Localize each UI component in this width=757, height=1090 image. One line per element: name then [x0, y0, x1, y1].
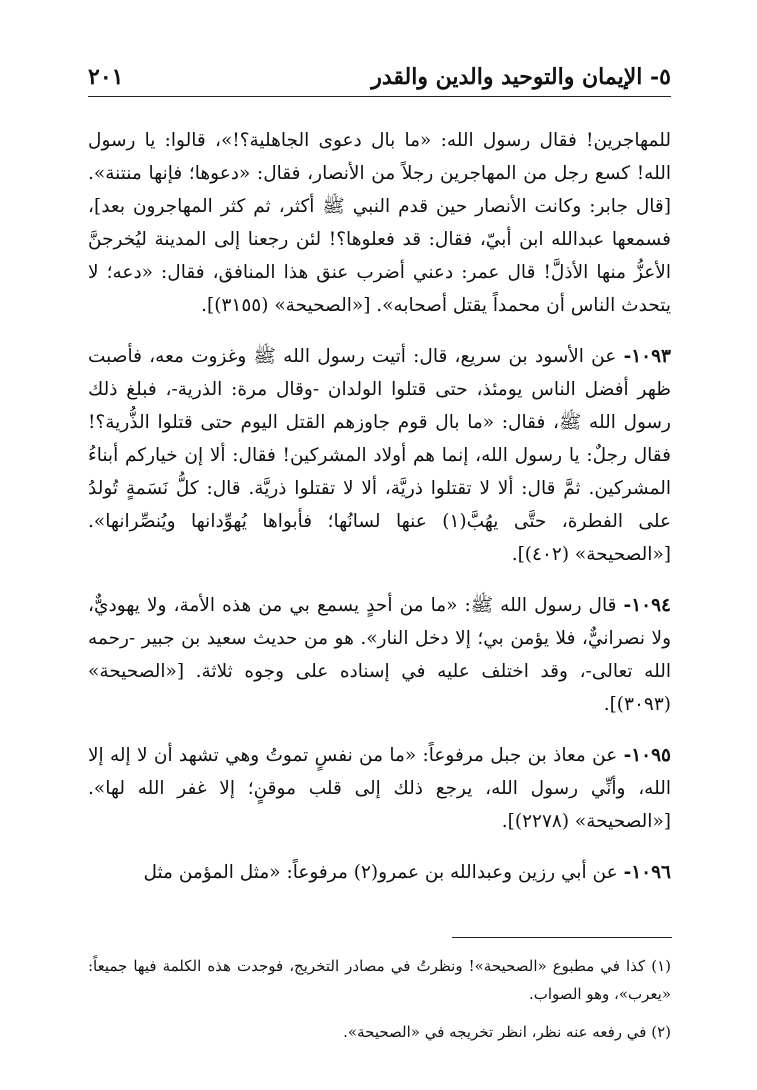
footnotes	[88, 952, 671, 1056]
page-number: ٢٠١	[88, 64, 124, 90]
paragraph-text: عن الأسود بن سريع، قال: أتيت رسول الله ﷺ وغزوت معه، فأصبت ظهر أفضل الناس يومئذ، حتى قتلوا الولدان -وقال مرة: الذرية-، فبلغ ذلك رسول الله ﷺ، فقال: «ما بال قوم جاوزهم القتل اليوم حتى قتلوا الذُّرية؟! فقال رجلٌ: يا رسول الله، إنما هم أولاد المشركين! فقال: ألا إن خياركم أبناءُ المشركين. ثمَّ قال: ألا لا تقتلوا ذريَّة، ألا لا تقتلوا ذريَّة. قال: كلُّ نَسَمةٍ تُولدُ على الفطرة، حتَّى يهُبَّ(١) عنها لسانُها؛ فأبواها يُهوِّدانها ويُنصِّرانها». [«الصحيحة» (٤٠٢)].	[88, 346, 672, 565]
hadith-1095	[88, 739, 671, 838]
footnote-divider	[452, 937, 672, 938]
hadith-1093	[88, 340, 671, 571]
paragraph-text: للمهاجرين! فقال رسول الله: «ما بال دعوى الجاهلية؟!»، قالوا: يا رسول الله! كسع رجل من المهاجرين رجلاً من الأنصار، فقال: «دعوها؛ فإنها منتنة». [قال جابر: وكانت الأنصار حين قدم النبي ﷺ أكثر، ثم كثر المهاجرون بعد]، فسمعها عبدالله ابن أبيّ، فقال: قد فعلوها؟! لئن رجعنا إلى المدينة ليُخرجنَّ الأعزُّ منها الأذلَّ! قال عمر: دعني أضرب عنق هذا المنافق، فقال: «دعه؛ لا يتحدث الناس أن محمداً يقتل أصحابه». [«الصحيحة» (٣١٥٥)].	[88, 130, 671, 316]
paragraph-text: قال رسول الله ﷺ: «ما من أحدٍ يسمع بي من هذه الأمة، ولا يهوديٌّ، ولا نصرانيٌّ، فلا يؤمن بي؛ إلا دخل النار». هو من حديث سعيد بن جبير -رحمه الله تعالى-، وقد اختلف عليه في إسناده على وجوه ثلاثة. [«الصحيحة» (٣٠٩٣)].	[88, 595, 671, 715]
footnote-2: (٢) في رفعه عنه نظر، انظر تخريجه في «الصحيحة».	[343, 1023, 671, 1041]
hadith-number: ١٠٩٤-	[623, 595, 671, 616]
hadith-number: ١٠٩٥-	[623, 745, 671, 766]
hadith-number: ١٠٩٣-	[623, 346, 671, 367]
hadith-1096	[88, 856, 671, 889]
paragraph-text: عن معاذ بن جبل مرفوعاً: «ما من نفسٍ تموتُ وهي تشهد أن لا إله إلا الله، وأنِّي رسول الله، يرجع ذلك إلى قلب موقنٍ؛ إلا غفر الله لها». [«الصحيحة» (٢٢٧٨)].	[88, 745, 671, 832]
paragraph-continued	[88, 124, 671, 322]
main-text	[88, 124, 671, 907]
footnote-1: (١) كذا في مطبوع «الصحيحة»! ونظرتُ في مصادر التخريج، فوجدت هذه الكلمة فيها جميعاً: «يعرب»، وهو الصواب.	[88, 957, 671, 1003]
paragraph-text: عن أبي رزين وعبدالله بن عمرو(٢) مرفوعاً: «مثل المؤمن مثل	[143, 862, 618, 883]
hadith-1094	[88, 589, 671, 721]
page-header	[88, 50, 671, 97]
hadith-number: ١٠٩٦-	[623, 862, 671, 883]
chapter-title: ٥- الإيمان والتوحيد والدين والقدر	[371, 64, 671, 90]
